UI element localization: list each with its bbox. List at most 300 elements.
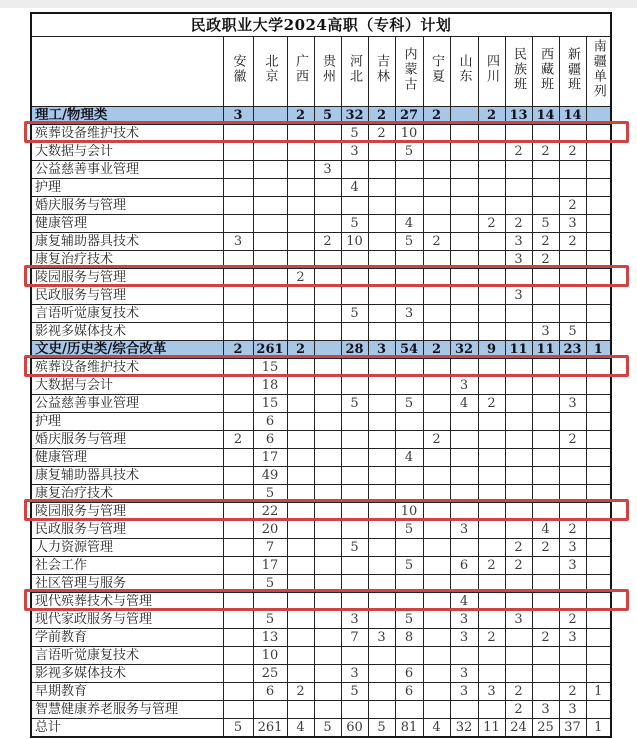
table-cell: [478, 304, 505, 322]
table-cell: [287, 142, 314, 160]
table-cell: 24: [505, 718, 532, 737]
table-cell: 15: [253, 394, 287, 412]
table-row: [31, 484, 611, 502]
table-cell: [287, 322, 314, 340]
table-cell: 5: [253, 574, 287, 592]
row-label: 护理: [31, 178, 223, 196]
table-cell: 20: [253, 520, 287, 538]
table-cell: 5: [341, 304, 368, 322]
row-label: 学前教育: [31, 628, 223, 646]
table-cell: [287, 646, 314, 664]
table-cell: [223, 286, 253, 304]
table-cell: [586, 484, 611, 502]
table-row: [31, 700, 611, 718]
table-cell: 4: [395, 448, 423, 466]
table-cell: 6: [395, 682, 423, 700]
table-cell: [223, 592, 253, 610]
row-label: 康复治疗技术: [31, 250, 223, 268]
table-cell: 17: [253, 556, 287, 574]
table-cell: 261: [253, 718, 287, 737]
table-cell: [341, 196, 368, 214]
table-row: [31, 628, 611, 646]
column-header-cell: [559, 36, 586, 106]
table-cell: 32: [450, 340, 478, 358]
row-label: 社区管理与服务: [31, 574, 223, 592]
table-row: [31, 304, 611, 322]
table-cell: 2: [478, 214, 505, 232]
table-cell: [450, 448, 478, 466]
table-title-row: [31, 13, 611, 36]
table-cell: [505, 322, 532, 340]
table-cell: [287, 430, 314, 448]
table-cell: [253, 160, 287, 178]
column-label: 山东: [456, 54, 472, 84]
table-cell: 3: [341, 610, 368, 628]
column-header-cell: [586, 36, 611, 106]
table-cell: [586, 520, 611, 538]
table-row: [31, 556, 611, 574]
table-row: [31, 232, 611, 250]
row-label: 大数据与会计: [31, 142, 223, 160]
table-cell: [559, 160, 586, 178]
table-cell: [368, 448, 395, 466]
table-cell: [287, 538, 314, 556]
table-cell: [532, 196, 559, 214]
table-cell: [450, 106, 478, 124]
table-cell: [586, 592, 611, 610]
table-cell: [423, 268, 450, 286]
table-cell: [395, 376, 423, 394]
column-header-row: [31, 36, 611, 106]
column-header-cell: [368, 36, 395, 106]
table-cell: [586, 556, 611, 574]
table-cell: [287, 412, 314, 430]
row-label: 婚庆服务与管理: [31, 196, 223, 214]
table-cell: [368, 466, 395, 484]
table-cell: 3: [505, 232, 532, 250]
column-header-cell: [505, 36, 532, 106]
column-label: 新疆班: [565, 46, 580, 92]
table-cell: [341, 412, 368, 430]
table-cell: [287, 484, 314, 502]
table-cell: [368, 664, 395, 682]
table-cell: [532, 610, 559, 628]
row-label: 影视多媒体技术: [31, 322, 223, 340]
table-cell: [559, 124, 586, 142]
column-label: 河北: [347, 54, 362, 84]
table-cell: 3: [505, 610, 532, 628]
table-cell: [223, 628, 253, 646]
table-cell: [478, 592, 505, 610]
table-cell: [314, 358, 341, 376]
table-cell: [395, 646, 423, 664]
table-row: [31, 664, 611, 682]
table-cell: [559, 664, 586, 682]
row-label: 人力资源管理: [31, 538, 223, 556]
table-cell: [287, 700, 314, 718]
table-cell: [223, 538, 253, 556]
table-cell: [341, 520, 368, 538]
table-cell: 2: [478, 394, 505, 412]
table-cell: [395, 196, 423, 214]
table-cell: 1: [586, 340, 611, 358]
table-cell: 23: [559, 340, 586, 358]
table-cell: [586, 448, 611, 466]
table-row: [31, 268, 611, 286]
row-label: 公益慈善事业管理: [31, 160, 223, 178]
table-cell: [368, 592, 395, 610]
table-cell: [253, 214, 287, 232]
column-label: 贵州: [320, 54, 335, 84]
table-cell: [532, 160, 559, 178]
table-cell: 2: [223, 430, 253, 448]
table-cell: 2: [223, 340, 253, 358]
table-cell: 4: [450, 394, 478, 412]
table-cell: [368, 286, 395, 304]
table-cell: 3: [559, 700, 586, 718]
table-cell: 3: [223, 106, 253, 124]
table-cell: [423, 502, 450, 520]
table-cell: 2: [559, 430, 586, 448]
table-cell: [423, 466, 450, 484]
table-cell: [341, 430, 368, 448]
table-cell: [341, 592, 368, 610]
table-cell: [505, 268, 532, 286]
column-header-cell: [478, 36, 505, 106]
table-cell: 14: [532, 106, 559, 124]
table-cell: [341, 700, 368, 718]
table-cell: 6: [395, 664, 423, 682]
table-cell: [423, 556, 450, 574]
table-cell: [532, 484, 559, 502]
table-cell: 3: [559, 628, 586, 646]
table-cell: [368, 232, 395, 250]
table-cell: [586, 574, 611, 592]
table-cell: [505, 196, 532, 214]
table-cell: [314, 682, 341, 700]
table-cell: [314, 556, 341, 574]
table-cell: [253, 106, 287, 124]
table-cell: 3: [478, 682, 505, 700]
table-cell: [287, 502, 314, 520]
table-cell: 3: [450, 682, 478, 700]
table-cell: [423, 358, 450, 376]
table-cell: 2: [559, 610, 586, 628]
table-cell: [368, 196, 395, 214]
table-cell: [586, 160, 611, 178]
table-cell: [253, 178, 287, 196]
table-cell: [314, 340, 341, 358]
table-cell: [586, 286, 611, 304]
table-cell: [478, 376, 505, 394]
table-cell: [314, 430, 341, 448]
table-cell: [423, 628, 450, 646]
table-cell: [450, 286, 478, 304]
row-label: 文史/历史类/综合改革: [31, 340, 223, 358]
table-cell: [586, 232, 611, 250]
table-cell: [287, 232, 314, 250]
table-cell: [586, 376, 611, 394]
table-cell: [287, 160, 314, 178]
table-cell: [341, 646, 368, 664]
table-cell: 2: [532, 142, 559, 160]
table-cell: [559, 574, 586, 592]
table-cell: [223, 556, 253, 574]
table-cell: 5: [314, 106, 341, 124]
table-cell: 5: [395, 610, 423, 628]
table-cell: [223, 196, 253, 214]
table-cell: [586, 502, 611, 520]
table-row: [31, 178, 611, 196]
table-cell: [586, 106, 611, 124]
table-cell: [287, 556, 314, 574]
table-cell: [505, 376, 532, 394]
table-cell: 6: [450, 556, 478, 574]
table-cell: [223, 268, 253, 286]
table-cell: [478, 502, 505, 520]
table-cell: [395, 160, 423, 178]
table-cell: [450, 538, 478, 556]
row-label: 康复辅助器具技术: [31, 466, 223, 484]
table-cell: [586, 322, 611, 340]
table-row: [31, 160, 611, 178]
row-label: 民政服务与管理: [31, 520, 223, 538]
table-cell: [478, 250, 505, 268]
table-cell: 3: [395, 304, 423, 322]
table-cell: [586, 214, 611, 232]
row-label: 总计: [31, 718, 223, 737]
table-cell: [478, 286, 505, 304]
column-label: 南疆单列: [590, 39, 606, 99]
table-cell: [341, 160, 368, 178]
column-header-cell: [223, 36, 253, 106]
table-cell: [586, 196, 611, 214]
table-cell: [368, 358, 395, 376]
table-cell: [423, 592, 450, 610]
table-cell: [505, 484, 532, 502]
table-cell: 2: [423, 430, 450, 448]
table-cell: [223, 250, 253, 268]
table-cell: [478, 700, 505, 718]
table-cell: [314, 304, 341, 322]
table-cell: [253, 304, 287, 322]
table-row: [31, 358, 611, 376]
table-cell: [423, 214, 450, 232]
table-cell: [395, 286, 423, 304]
table-cell: 3: [223, 232, 253, 250]
table-row: [31, 502, 611, 520]
table-cell: 2: [532, 232, 559, 250]
table-cell: 25: [532, 718, 559, 737]
table-cell: 8: [395, 628, 423, 646]
table-row: [31, 520, 611, 538]
table-row: [31, 322, 611, 340]
table-cell: [223, 520, 253, 538]
row-label: 健康管理: [31, 214, 223, 232]
table-cell: 2: [559, 682, 586, 700]
table-cell: [450, 214, 478, 232]
table-cell: 11: [532, 340, 559, 358]
table-cell: 2: [559, 520, 586, 538]
table-cell: [314, 538, 341, 556]
table-cell: [532, 178, 559, 196]
table-cell: [478, 124, 505, 142]
table-title: 民政职业大学2024高职（专科）计划: [31, 13, 611, 36]
table-cell: [314, 574, 341, 592]
table-cell: 11: [478, 718, 505, 737]
table-cell: 5: [341, 538, 368, 556]
table-cell: 2: [559, 142, 586, 160]
table-cell: 3: [532, 322, 559, 340]
row-label: 大数据与会计: [31, 376, 223, 394]
row-label: 康复治疗技术: [31, 484, 223, 502]
table-cell: [395, 700, 423, 718]
table-cell: [341, 268, 368, 286]
table-cell: [423, 124, 450, 142]
table-cell: [478, 448, 505, 466]
table-cell: [368, 214, 395, 232]
row-label: 现代殡葬技术与管理: [31, 592, 223, 610]
table-cell: [586, 394, 611, 412]
table-cell: [314, 664, 341, 682]
table-cell: [423, 160, 450, 178]
table-cell: [586, 178, 611, 196]
table-cell: [450, 160, 478, 178]
table-cell: [341, 574, 368, 592]
table-cell: 5: [253, 610, 287, 628]
table-row: [31, 376, 611, 394]
table-cell: [314, 592, 341, 610]
table-cell: 22: [253, 502, 287, 520]
table-cell: [450, 466, 478, 484]
table-cell: [314, 322, 341, 340]
table-cell: [223, 322, 253, 340]
table-cell: [532, 448, 559, 466]
column-header-cell: [450, 36, 478, 106]
table-cell: [532, 574, 559, 592]
row-label: 民政服务与管理: [31, 286, 223, 304]
table-cell: 4: [287, 718, 314, 737]
table-cell: [450, 484, 478, 502]
table-cell: [395, 178, 423, 196]
table-cell: [423, 520, 450, 538]
table-cell: [423, 574, 450, 592]
table-cell: 2: [505, 142, 532, 160]
table-cell: 5: [395, 142, 423, 160]
table-cell: [314, 376, 341, 394]
table-cell: 2: [505, 214, 532, 232]
table-row: [31, 196, 611, 214]
table-cell: [395, 592, 423, 610]
row-label: 理工/物理类: [31, 106, 223, 124]
table-cell: 2: [478, 628, 505, 646]
table-cell: [559, 268, 586, 286]
table-cell: [314, 646, 341, 664]
table-row: [31, 610, 611, 628]
table-cell: [450, 178, 478, 196]
column-label: 广西: [293, 54, 308, 84]
table-cell: [478, 466, 505, 484]
table-cell: [423, 682, 450, 700]
table-cell: [314, 448, 341, 466]
row-label: 智慧健康养老服务与管理: [31, 700, 223, 718]
table-cell: [586, 250, 611, 268]
table-cell: [223, 124, 253, 142]
table-cell: 5: [395, 394, 423, 412]
table-cell: [395, 574, 423, 592]
table-cell: 2: [287, 340, 314, 358]
table-cell: [223, 664, 253, 682]
table-cell: [314, 394, 341, 412]
column-header-cell: [532, 36, 559, 106]
table-cell: [341, 484, 368, 502]
table-cell: 2: [478, 106, 505, 124]
table-cell: [423, 196, 450, 214]
table-cell: [478, 610, 505, 628]
table-cell: [559, 448, 586, 466]
table-cell: 3: [341, 664, 368, 682]
table-cell: [287, 124, 314, 142]
table-cell: 2: [423, 232, 450, 250]
table-cell: [505, 628, 532, 646]
table-cell: 3: [559, 538, 586, 556]
table-cell: [586, 664, 611, 682]
table-cell: [423, 664, 450, 682]
table-cell: [253, 286, 287, 304]
table-cell: [223, 160, 253, 178]
table-cell: 1: [586, 682, 611, 700]
table-cell: 27: [395, 106, 423, 124]
table-cell: 6: [253, 430, 287, 448]
table-row: [31, 592, 611, 610]
table-cell: [505, 124, 532, 142]
table-cell: 3: [505, 286, 532, 304]
table-cell: [368, 250, 395, 268]
table-cell: [478, 412, 505, 430]
table-cell: [559, 178, 586, 196]
table-cell: [287, 664, 314, 682]
table-cell: [532, 124, 559, 142]
table-cell: 25: [253, 664, 287, 682]
table-cell: 5: [341, 394, 368, 412]
table-cell: [368, 430, 395, 448]
table-row: [31, 430, 611, 448]
table-row: [31, 214, 611, 232]
table-cell: [532, 376, 559, 394]
table-cell: [450, 646, 478, 664]
table-cell: [368, 574, 395, 592]
table-cell: [505, 664, 532, 682]
table-cell: [532, 664, 559, 682]
table-cell: 5: [395, 520, 423, 538]
table-cell: 7: [341, 628, 368, 646]
table-cell: [505, 412, 532, 430]
table-cell: [341, 466, 368, 484]
table-cell: 81: [395, 718, 423, 737]
table-cell: 5: [395, 232, 423, 250]
table-cell: [450, 268, 478, 286]
table-cell: [368, 376, 395, 394]
table-cell: [368, 268, 395, 286]
table-cell: [423, 304, 450, 322]
table-cell: 5: [559, 322, 586, 340]
table-cell: 3: [450, 628, 478, 646]
table-cell: [450, 250, 478, 268]
table-cell: [287, 394, 314, 412]
table-cell: [450, 502, 478, 520]
table-cell: [478, 646, 505, 664]
table-cell: [314, 178, 341, 196]
